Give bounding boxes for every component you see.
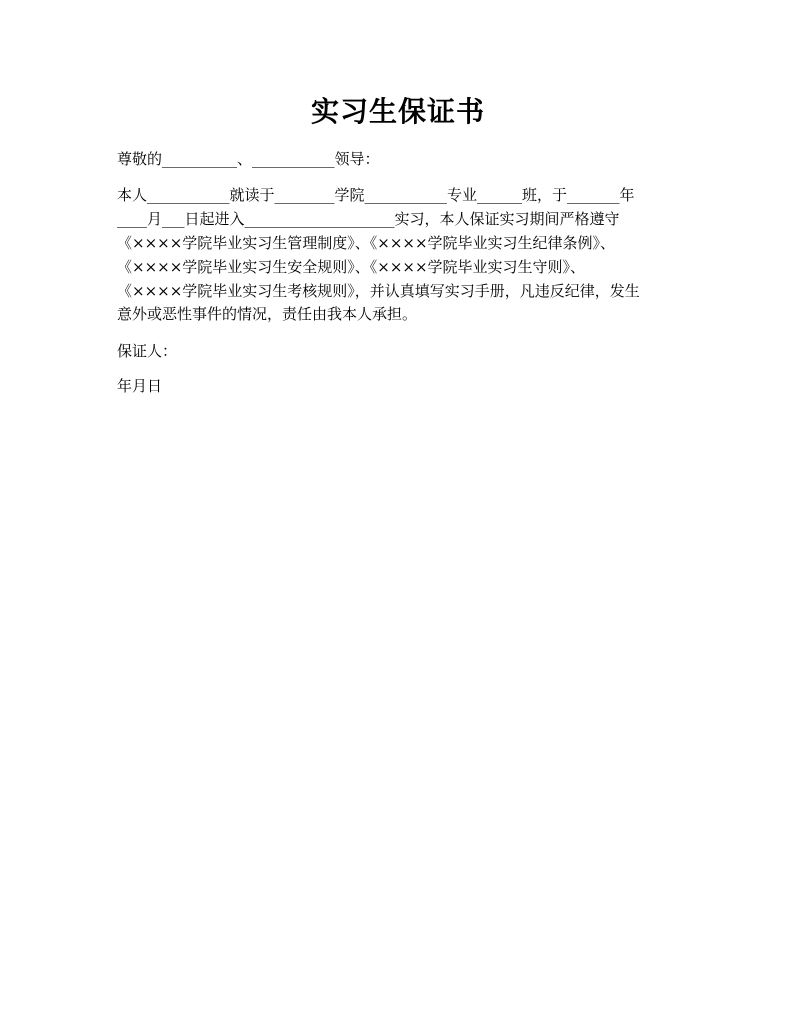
guarantor-label: 保证人： [117, 342, 178, 360]
salutation-line: 尊敬的__________、___________领导： [117, 150, 380, 168]
body-line: 《××××学院毕业实习生考核规则》，并认真填写实习手册，凡违反纪律，发生 [117, 282, 640, 300]
document-title: 实习生保证书 [310, 95, 485, 128]
date-label: 年月日 [117, 377, 163, 395]
body-line: 本人___________就读于________学院___________专业______班，于_______年 [117, 186, 635, 204]
body-line: ____月___日起进入____________________实习，本人保证实习期间严格遵守 [117, 210, 620, 228]
body-line: 意外或恶性事件的情况，责任由我本人承担。 [117, 305, 418, 323]
body-line: 《××××学院毕业实习生管理制度》、《××××学院毕业实习生纪律条例》、 [117, 234, 616, 252]
body-line: 《××××学院毕业实习生安全规则》、《××××学院毕业实习生守则》、 [117, 258, 586, 276]
